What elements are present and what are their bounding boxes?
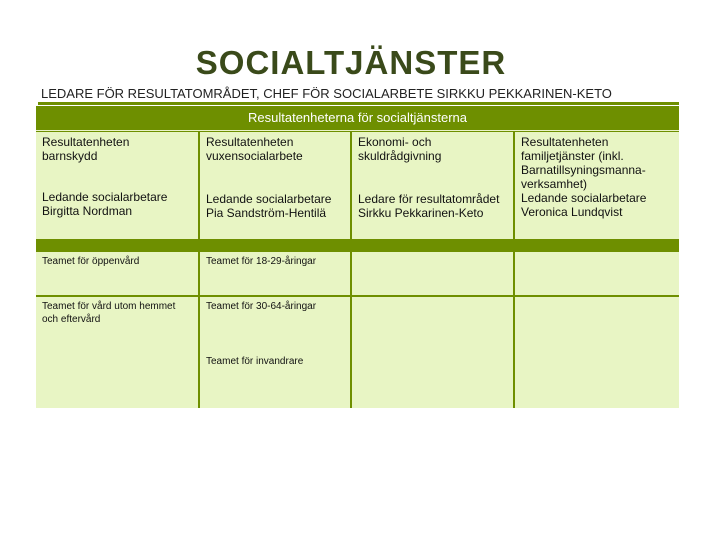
team-label: Teamet för öppenvård [42, 256, 140, 267]
unit-name-line: Resultatenheten [521, 135, 609, 149]
team-label: Teamet för invandrare [206, 356, 304, 367]
unit-lead-name: Birgitta Nordman [42, 204, 133, 218]
team-label: Teamet för 30-64-åringar [206, 301, 317, 312]
table-header: Resultatenheterna för socialtjänsterna [36, 106, 679, 131]
org-table [36, 106, 679, 408]
team-cell [36, 297, 198, 408]
unit-lead-title: Ledande socialarbetare [521, 191, 647, 205]
empty-cell [352, 252, 513, 295]
unit-lead-name: Veronica Lundqvist [521, 205, 623, 219]
unit-name-line: vuxensocialarbete [206, 149, 303, 163]
page-subtitle: LEDARE FÖR RESULTATOMRÅDET, CHEF FÖR SOCIALARBETE SIRKKU PEKKARINEN-KETO [41, 86, 612, 101]
title-divider [38, 102, 679, 105]
team-cell [200, 252, 350, 295]
unit-cell-familjetjanster [515, 132, 679, 239]
unit-name-line: skuldrådgivning [358, 149, 442, 163]
unit-name-line: Ekonomi- och [358, 135, 432, 149]
unit-lead-name: Pia Sandström-Hentilä [206, 206, 327, 220]
empty-cell [352, 297, 513, 408]
unit-name-line: familjetjänster (inkl. [521, 149, 624, 163]
unit-lead-title: Ledande socialarbetare [206, 192, 332, 206]
team-label: Teamet för 18-29-åringar [206, 256, 317, 267]
unit-name-line: Resultatenheten [42, 135, 130, 149]
team-cell [200, 297, 350, 408]
unit-lead-title: Ledare för resultatområdet [358, 192, 500, 206]
unit-lead-title: Ledande socialarbetare [42, 190, 168, 204]
team-label: och eftervård [42, 314, 101, 325]
unit-cell-vuxensocialarbete [200, 132, 350, 239]
unit-cell-ekonomi [352, 132, 513, 239]
empty-cell [515, 297, 679, 408]
team-cell [36, 252, 198, 295]
unit-lead-name: Sirkku Pekkarinen-Keto [358, 206, 484, 220]
unit-name-line: Resultatenheten [206, 135, 294, 149]
empty-cell [515, 252, 679, 295]
unit-name-line: verksamhet) [521, 177, 588, 191]
team-label: Teamet för vård utom hemmet [42, 301, 176, 312]
unit-cell-barnskydd [36, 132, 198, 239]
unit-name-line: barnskydd [42, 149, 98, 163]
unit-name-line: Barnatillsyningsmanna- [521, 163, 646, 177]
page-title: SOCIALTJÄNSTER [195, 44, 507, 81]
